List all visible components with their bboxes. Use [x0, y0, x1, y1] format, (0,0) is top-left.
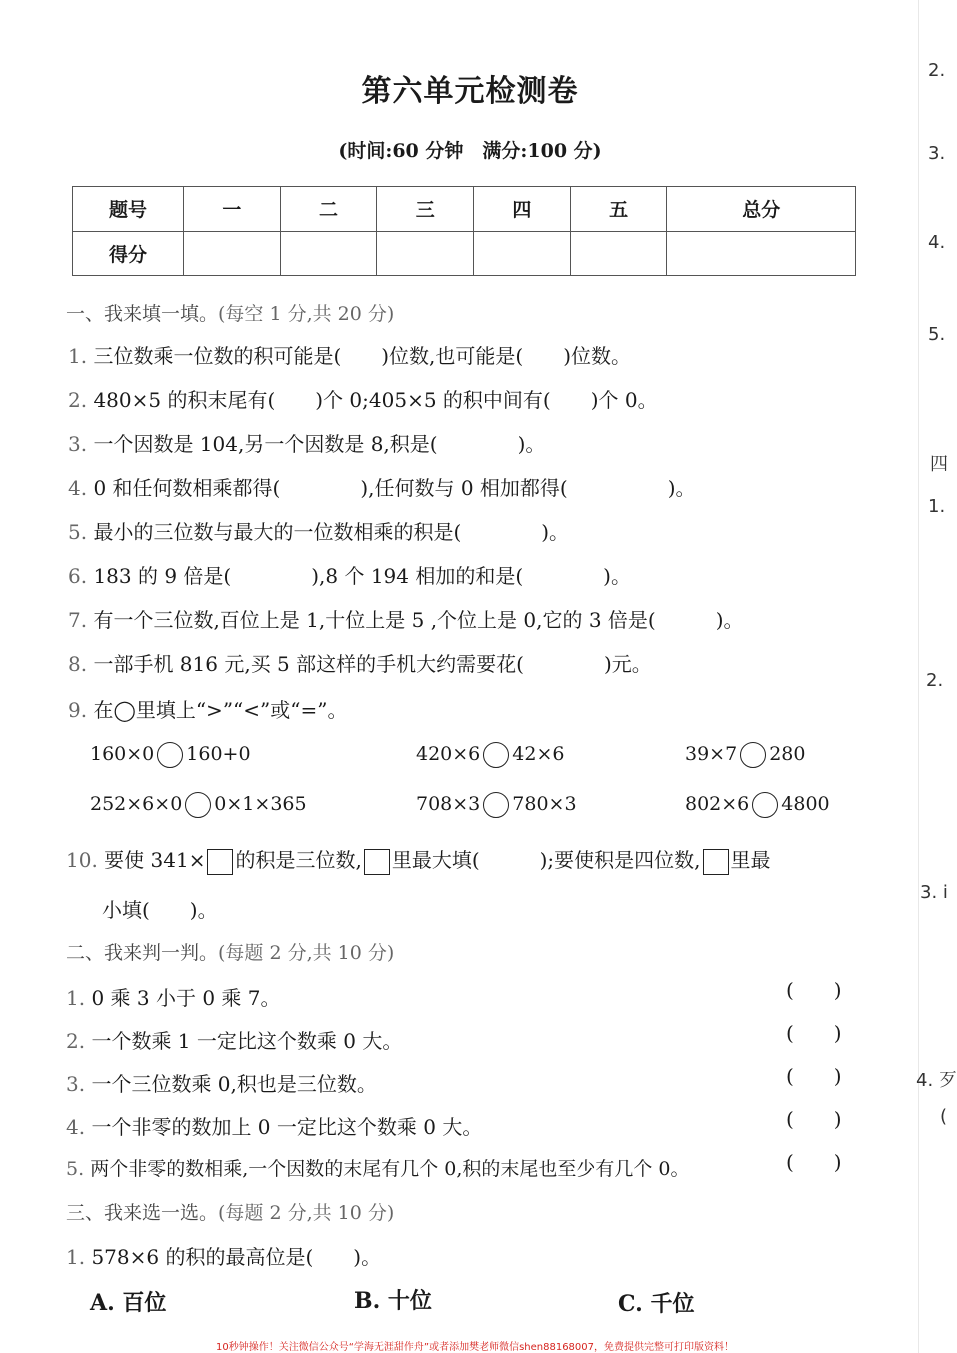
- question-text: 一个数乘 1 一定比这个数乘 0 大。: [91, 1029, 403, 1053]
- score-cell[interactable]: [474, 231, 571, 276]
- compare-item: [90, 792, 307, 818]
- question-number: 1.: [68, 344, 88, 368]
- compare-right: 4800: [781, 793, 830, 815]
- question-text: 578×6 的积的最高位是( )。: [91, 1245, 382, 1269]
- adjacent-page-fragment: 1.: [928, 496, 946, 517]
- question-text: 要使 341×: [104, 848, 206, 872]
- section-2-heading: [66, 938, 394, 965]
- page-title: 第六单元检测卷: [361, 74, 579, 109]
- question-number: 4.: [68, 476, 88, 500]
- question-text: 183 的 9 倍是( ),8 个 194 相加的和是( )。: [93, 564, 631, 588]
- header-cell: 二: [280, 187, 377, 232]
- answer-parentheses[interactable]: ( ): [786, 1107, 842, 1131]
- question-text: 三位数乘一位数的积可能是( )位数,也可能是( )位数。: [93, 344, 632, 368]
- adjacent-page-fragment: 2.: [926, 670, 944, 691]
- judge-question: [66, 1111, 482, 1140]
- judge-question: [66, 1154, 690, 1181]
- question: [68, 560, 631, 589]
- answer-parentheses[interactable]: ( ): [786, 1064, 842, 1088]
- header-cell: 题号: [73, 187, 184, 232]
- compare-circle[interactable]: [157, 742, 183, 768]
- compare-circle[interactable]: [483, 742, 509, 768]
- judge-question: [66, 1025, 402, 1054]
- compare-circle[interactable]: [752, 792, 778, 818]
- compare-circle[interactable]: [185, 792, 211, 818]
- question: [68, 428, 545, 457]
- section-note: (每题 2 分,共 10 分): [218, 942, 395, 964]
- compare-right: 160+0: [186, 743, 251, 765]
- option-a[interactable]: A. 百位: [90, 1290, 167, 1316]
- compare-left: 160×0: [90, 743, 155, 765]
- question-number: 7.: [68, 608, 88, 632]
- answer-box[interactable]: [703, 849, 729, 875]
- compare-right: 0×1×365: [214, 793, 307, 815]
- question-number: 9.: [68, 698, 88, 722]
- adjacent-page-fragment: 5.: [928, 324, 946, 345]
- score-cell[interactable]: [184, 231, 281, 276]
- question-number: 3.: [66, 1072, 86, 1096]
- compare-left: 420×6: [416, 743, 481, 765]
- section-heading-text: 一、我来填一填。: [66, 303, 219, 325]
- adjacent-page-fragment: 四: [930, 454, 948, 475]
- question: [68, 694, 347, 723]
- header-cell: 一: [184, 187, 281, 232]
- compare-item: [416, 742, 564, 768]
- question-number: 5.: [68, 520, 88, 544]
- question: [68, 648, 652, 677]
- page-edge-divider: [918, 0, 919, 1353]
- question-text: 两个非零的数相乘,一个因数的末尾有几个 0,积的末尾也至少有几个 0。: [90, 1158, 690, 1180]
- section-note: (每题 2 分,共 10 分): [218, 1202, 395, 1224]
- compare-item: [90, 742, 251, 768]
- compare-left: 708×3: [416, 793, 481, 815]
- section-note: (每空 1 分,共 20 分): [218, 303, 395, 325]
- section-heading-text: 三、我来选一选。: [66, 1202, 219, 1224]
- question: [68, 604, 744, 633]
- question: [68, 384, 658, 413]
- section-heading-text: 二、我来判一判。: [66, 942, 219, 964]
- question-text: 一个非零的数加上 0 一定比这个数乘 0 大。: [91, 1115, 483, 1139]
- compare-right: 280: [769, 743, 806, 765]
- answer-parentheses[interactable]: ( ): [786, 1150, 842, 1174]
- question-text: 里最大填( );要使积是四位数,: [391, 848, 701, 872]
- question-text: 一个三位数乘 0,积也是三位数。: [91, 1072, 377, 1096]
- compare-circle[interactable]: [740, 742, 766, 768]
- compare-left: 252×6×0: [90, 793, 183, 815]
- section-1-heading: [66, 299, 394, 326]
- adjacent-page-fragment: (: [940, 1106, 948, 1127]
- score-cell[interactable]: [667, 231, 856, 276]
- adjacent-page-fragment: 2.: [928, 60, 946, 81]
- question-number: 1.: [66, 986, 86, 1010]
- header-cell: 三: [377, 187, 474, 232]
- question-text: 有一个三位数,百位上是 1,十位上是 5 ,个位上是 0,它的 3 倍是( )。: [93, 608, 744, 632]
- promo-footer: 10秒钟操作！关注微信公众号“学海无涯甜作舟”或者添加樊老师微信shen88168007，免费提供完整可打印版资料！: [215, 1342, 735, 1353]
- question-number: 1.: [66, 1245, 86, 1269]
- compare-item: [685, 792, 830, 818]
- question-number: 2.: [66, 1029, 86, 1053]
- answer-parentheses[interactable]: ( ): [786, 1021, 842, 1045]
- header-cell: 总分: [667, 187, 856, 232]
- question-text: 里最: [730, 848, 771, 872]
- score-cell[interactable]: [570, 231, 667, 276]
- score-table-header-row: [73, 187, 856, 232]
- question: [68, 516, 569, 545]
- adjacent-page-fragment: 4.: [928, 232, 946, 253]
- section-3-heading: [66, 1198, 394, 1225]
- score-cell[interactable]: [280, 231, 377, 276]
- question-number: 10.: [66, 848, 98, 872]
- compare-item: [416, 792, 577, 818]
- question-number: 3.: [68, 432, 88, 456]
- answer-box[interactable]: [207, 849, 233, 875]
- exam-info: (时间:60 分钟 满分:100 分): [338, 140, 602, 162]
- choice-question: [66, 1241, 381, 1270]
- question-number: 4.: [66, 1115, 86, 1139]
- question-text: 一部手机 816 元,买 5 部这样的手机大约需要花( )元。: [93, 652, 652, 676]
- judge-question: [66, 1068, 377, 1097]
- answer-parentheses[interactable]: ( ): [786, 978, 842, 1002]
- option-b[interactable]: B. 十位: [354, 1288, 432, 1314]
- compare-right: 780×3: [512, 793, 577, 815]
- question-text: 0 乘 3 小于 0 乘 7。: [91, 986, 281, 1010]
- score-table: [72, 186, 856, 276]
- score-cell[interactable]: [377, 231, 474, 276]
- header-cell: 四: [474, 187, 571, 232]
- compare-left: 802×6: [685, 793, 750, 815]
- adjacent-page-fragment: 3.: [928, 143, 946, 164]
- row-label: 得分: [73, 231, 184, 276]
- compare-right: 42×6: [512, 743, 565, 765]
- compare-left: 39×7: [685, 743, 738, 765]
- compare-circle[interactable]: [483, 792, 509, 818]
- score-table-score-row: [73, 231, 856, 276]
- question-number: 8.: [68, 652, 88, 676]
- question-text: 最小的三位数与最大的一位数相乘的积是( )。: [93, 520, 570, 544]
- question: [68, 340, 631, 369]
- option-c[interactable]: C. 千位: [618, 1291, 695, 1317]
- adjacent-page-fragment: 3. i: [920, 882, 948, 903]
- header-cell: 五: [570, 187, 667, 232]
- adjacent-page-fragment: 4. 歹: [916, 1070, 957, 1091]
- question-text: 0 和任何数相乘都得( ),任何数与 0 相加都得( )。: [93, 476, 696, 500]
- answer-box[interactable]: [364, 849, 390, 875]
- question-text: 的积是三位数,: [235, 848, 362, 872]
- judge-question: [66, 982, 281, 1011]
- question-10: [66, 844, 771, 875]
- question-number: 5.: [66, 1158, 85, 1180]
- question-number: 2.: [68, 388, 88, 412]
- question-text: 480×5 的积末尾有( )个 0;405×5 的积中间有( )个 0。: [93, 388, 658, 412]
- question-text: 在◯里填上“>”“<”或“=”。: [93, 698, 348, 722]
- compare-item: [685, 742, 805, 768]
- question: [68, 472, 696, 501]
- question-text: 一个因数是 104,另一个因数是 8,积是( )。: [93, 432, 546, 456]
- question-number: 6.: [68, 564, 88, 588]
- question-10-continued: 小填( )。: [102, 898, 218, 922]
